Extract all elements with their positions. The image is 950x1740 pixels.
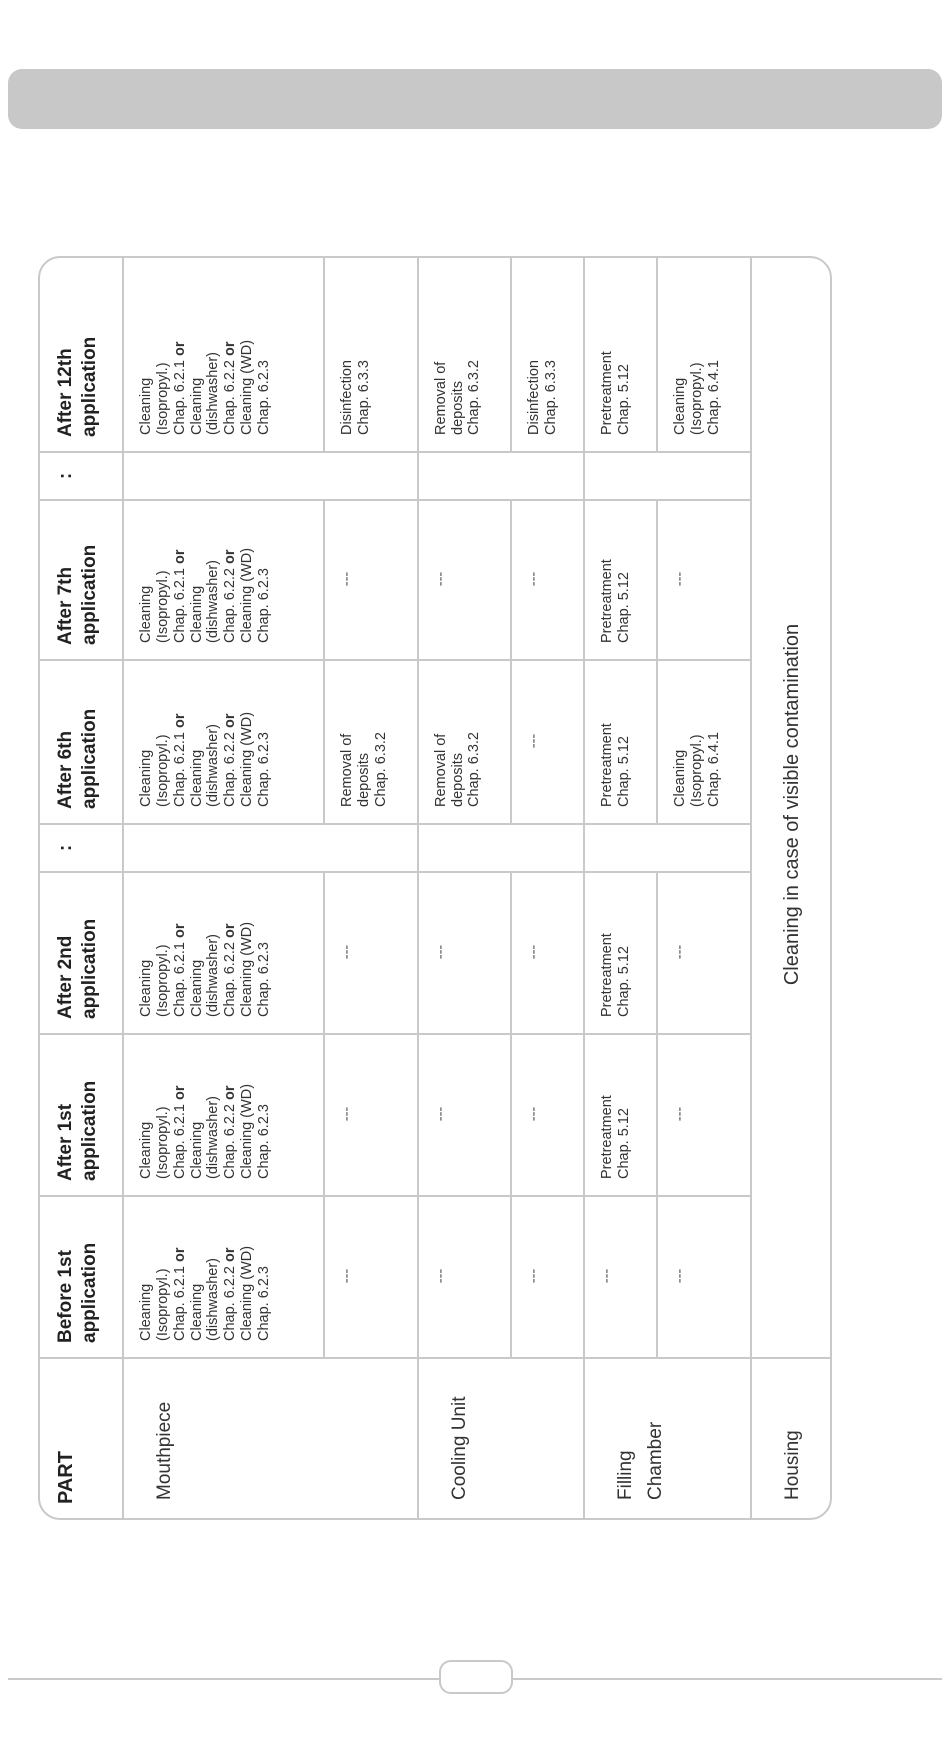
empty-step: --- [511, 1034, 584, 1196]
cleaning-cell: Cleaning (Isopropyl.) Chap. 6.2.1 or Cleaning (dishwasher) Chap. 6.2.2 or Cleaning (WD) Chap. 6.2.3 [123, 256, 324, 452]
part-filling-chamber: Filling Chamber [584, 1358, 751, 1518]
empty-step: --- [657, 500, 750, 660]
empty-step: --- [657, 1034, 750, 1196]
mouthpiece-deposits-row [324, 256, 417, 1518]
maintenance-table-frame [38, 256, 832, 1520]
separator-cell [418, 452, 585, 500]
cleaning-cell: Cleaning (Isopropyl.) Chap. 6.2.1 or Cleaning (dishwasher) Chap. 6.2.2 or Cleaning (WD) Chap. 6.2.3 [123, 1196, 324, 1358]
page-number-tab [439, 1660, 513, 1694]
header-after-7th: After 7th application [40, 500, 123, 660]
cleaning-cell: Cleaning (Isopropyl.) Chap. 6.2.1 or Cleaning (dishwasher) Chap. 6.2.2 or Cleaning (WD) Chap. 6.2.3 [123, 500, 324, 660]
pretreatment: Pretreatment Chap. 5.12 [584, 256, 657, 452]
housing-note: Cleaning in case of visible contamination [751, 256, 830, 1358]
empty-step: --- [657, 1196, 750, 1358]
separator-cell [418, 824, 585, 872]
header-before-1st: Before 1st application [40, 1196, 123, 1358]
disinfection: Disinfection Chap. 6.3.3 [511, 256, 584, 452]
pretreatment: Pretreatment Chap. 5.12 [584, 500, 657, 660]
header-after-6th: After 6th application [40, 660, 123, 824]
cleaning-cell: Cleaning (Isopropyl.) Chap. 6.2.1 or Cleaning (dishwasher) Chap. 6.2.2 or Cleaning (WD) Chap. 6.2.3 [123, 660, 324, 824]
pretreatment: Pretreatment Chap. 5.12 [584, 872, 657, 1034]
empty-step: --- [324, 1196, 417, 1358]
header-bar [8, 69, 942, 129]
empty-step: --- [324, 872, 417, 1034]
filling-chamber-pretreatment-row [584, 256, 657, 1518]
header-after-2nd: After 2nd application [40, 872, 123, 1034]
header-separator: : [40, 824, 123, 872]
cleaning-cell: Cleaning (Isopropyl.) Chap. 6.2.1 or Cleaning (dishwasher) Chap. 6.2.2 or Cleaning (WD) Chap. 6.2.3 [123, 1034, 324, 1196]
empty-step: --- [418, 872, 511, 1034]
header-row [40, 256, 123, 1518]
pretreatment: Pretreatment Chap. 5.12 [584, 1034, 657, 1196]
cleaning-cell: Cleaning (Isopropyl.) Chap. 6.2.1 or Cleaning (dishwasher) Chap. 6.2.2 or Cleaning (WD) Chap. 6.2.3 [123, 872, 324, 1034]
removal-of-deposits: Removal of deposits Chap. 6.3.2 [418, 256, 511, 452]
maintenance-table [40, 256, 830, 1518]
header-after-12th: After 12th application [40, 256, 123, 452]
empty-step: --- [418, 1196, 511, 1358]
removal-of-deposits: Removal of deposits Chap. 6.3.2 [324, 660, 417, 824]
empty-step: --- [511, 1196, 584, 1358]
empty-step: --- [511, 660, 584, 824]
removal-of-deposits: Removal of deposits Chap. 6.3.2 [418, 660, 511, 824]
pretreatment: Pretreatment Chap. 5.12 [584, 660, 657, 824]
maintenance-table-region [38, 256, 832, 1520]
empty-step: --- [657, 872, 750, 1034]
part-mouthpiece: Mouthpiece [123, 1358, 417, 1518]
cleaning-isopropyl: Cleaning (Isopropyl.) Chap. 6.4.1 [657, 256, 750, 452]
cooling-unit-disinfection-row [511, 256, 584, 1518]
disinfection: Disinfection Chap. 6.3.3 [324, 256, 417, 452]
part-housing: Housing [751, 1358, 830, 1518]
empty-step: --- [324, 1034, 417, 1196]
empty-step: --- [584, 1196, 657, 1358]
header-separator: : [40, 452, 123, 500]
empty-step: --- [324, 500, 417, 660]
housing-row [751, 256, 830, 1518]
empty-step: --- [418, 1034, 511, 1196]
empty-step: --- [511, 872, 584, 1034]
separator-cell [123, 452, 417, 500]
mouthpiece-cleaning-row [123, 256, 324, 1518]
part-cooling-unit: Cooling Unit [418, 1358, 585, 1518]
cooling-unit-deposits-row [418, 256, 511, 1518]
header-part: PART [40, 1358, 123, 1518]
header-after-1st: After 1st application [40, 1034, 123, 1196]
separator-cell [584, 824, 751, 872]
empty-step: --- [418, 500, 511, 660]
filling-chamber-cleaning-row [657, 256, 750, 1518]
cleaning-isopropyl: Cleaning (Isopropyl.) Chap. 6.4.1 [657, 660, 750, 824]
separator-cell [123, 824, 417, 872]
separator-cell [584, 452, 751, 500]
empty-step: --- [511, 500, 584, 660]
